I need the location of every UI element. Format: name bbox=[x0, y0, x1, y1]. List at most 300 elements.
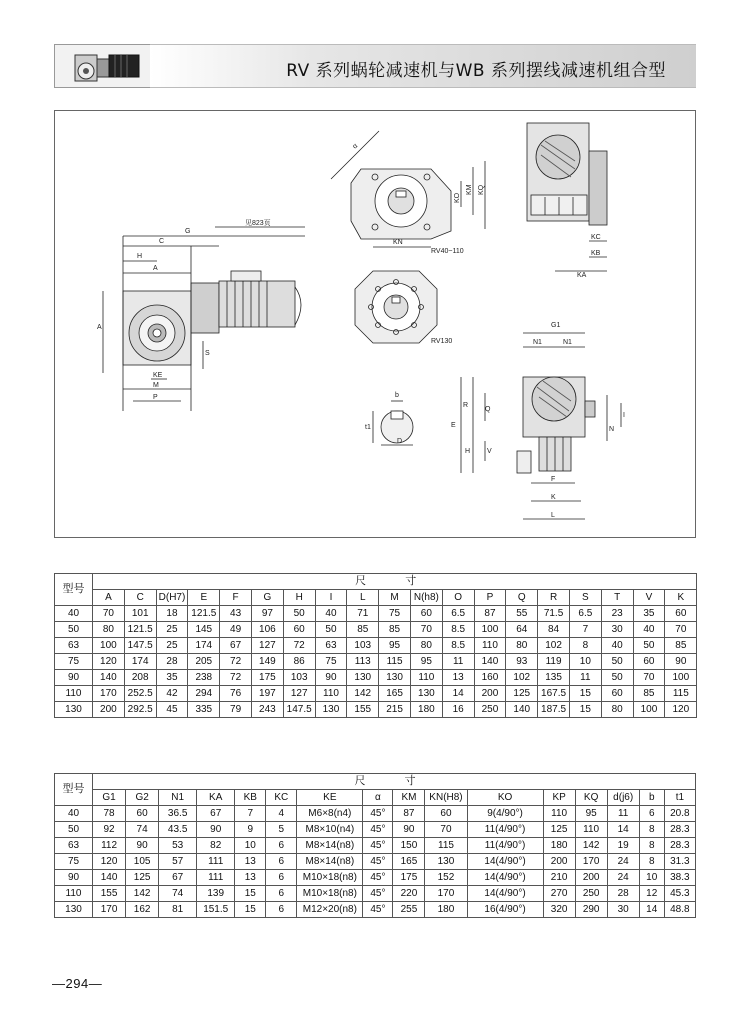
table-cell: 50 bbox=[601, 654, 633, 670]
table-cell: 60 bbox=[425, 806, 467, 822]
table-cell: 142 bbox=[575, 838, 607, 854]
table-cell: 35 bbox=[156, 670, 188, 686]
table-row bbox=[55, 870, 696, 886]
table-cell: 13 bbox=[235, 854, 266, 870]
table-cell: 14 bbox=[639, 902, 664, 918]
table-cell: 11 bbox=[607, 806, 639, 822]
table-cell: 111 bbox=[197, 870, 235, 886]
table-cell: 20.8 bbox=[664, 806, 695, 822]
table-cell: 12 bbox=[639, 886, 664, 902]
table1-header-cell: N(h8) bbox=[410, 590, 442, 606]
table-cell: 112 bbox=[93, 838, 126, 854]
table-cell: 40 bbox=[315, 606, 347, 622]
table-row bbox=[55, 638, 697, 654]
table-cell: 7 bbox=[235, 806, 266, 822]
table-cell: 250 bbox=[474, 702, 506, 718]
table2-header-cell: KE bbox=[297, 790, 363, 806]
table-cell: 14(4/90°) bbox=[467, 870, 543, 886]
table-cell: 85 bbox=[347, 622, 379, 638]
table-cell: 48.8 bbox=[664, 902, 695, 918]
table-cell: 10 bbox=[235, 838, 266, 854]
page-header bbox=[54, 44, 696, 88]
model-cell: 50 bbox=[55, 622, 93, 638]
label-r: R bbox=[463, 402, 469, 409]
model-cell: 63 bbox=[55, 638, 93, 654]
table1-header-cell: E bbox=[188, 590, 220, 606]
table-cell: 238 bbox=[188, 670, 220, 686]
table-cell: 19 bbox=[607, 838, 639, 854]
table-row bbox=[55, 806, 696, 822]
model-cell: 130 bbox=[55, 702, 93, 718]
table-cell: 165 bbox=[379, 686, 411, 702]
table-cell: 43 bbox=[220, 606, 252, 622]
table-cell: 155 bbox=[347, 702, 379, 718]
table-cell: M8×14(n8) bbox=[297, 838, 363, 854]
table-cell: 243 bbox=[251, 702, 283, 718]
table-cell: 5 bbox=[266, 822, 297, 838]
table-cell: 147.5 bbox=[124, 638, 156, 654]
table1-span-head: 尺 寸 bbox=[93, 574, 697, 590]
table-cell: 23 bbox=[601, 606, 633, 622]
table-row bbox=[55, 622, 697, 638]
table2-header-cell: KQ bbox=[575, 790, 607, 806]
table2-header-cell: b bbox=[639, 790, 664, 806]
table-cell: 170 bbox=[93, 902, 126, 918]
table-cell: 10 bbox=[569, 654, 601, 670]
table-cell: 25 bbox=[156, 638, 188, 654]
table-cell: 10 bbox=[639, 870, 664, 886]
table-cell: 121.5 bbox=[124, 622, 156, 638]
table-cell: 292.5 bbox=[124, 702, 156, 718]
table-cell: 63 bbox=[315, 638, 347, 654]
table-cell: 187.5 bbox=[538, 702, 570, 718]
table-row bbox=[55, 886, 696, 902]
table-cell: 40 bbox=[633, 622, 665, 638]
table-cell: 13 bbox=[442, 670, 474, 686]
table-cell: 6 bbox=[639, 806, 664, 822]
table-cell: 170 bbox=[575, 854, 607, 870]
table1-body bbox=[55, 606, 697, 718]
table1-header-cell: A bbox=[93, 590, 125, 606]
table-cell: 74 bbox=[126, 822, 159, 838]
table1-header-cell: D(H7) bbox=[156, 590, 188, 606]
table-cell: 42 bbox=[156, 686, 188, 702]
table-cell: 210 bbox=[543, 870, 575, 886]
table-cell: 8 bbox=[569, 638, 601, 654]
table-cell: 130 bbox=[410, 686, 442, 702]
dimension-table-1 bbox=[54, 573, 697, 718]
table-cell: 53 bbox=[159, 838, 197, 854]
table2-header-row bbox=[55, 790, 696, 806]
table-cell: 8 bbox=[639, 838, 664, 854]
table-cell: 67 bbox=[159, 870, 197, 886]
table-cell: 70 bbox=[425, 822, 467, 838]
table1-header-cell: S bbox=[569, 590, 601, 606]
label-h: H bbox=[137, 253, 143, 260]
table-cell: 200 bbox=[474, 686, 506, 702]
table-cell: 200 bbox=[93, 702, 125, 718]
table-cell: 130 bbox=[425, 854, 467, 870]
table-cell: 40 bbox=[601, 638, 633, 654]
table2-span-head: 尺 寸 bbox=[93, 774, 696, 790]
table-cell: 25 bbox=[156, 622, 188, 638]
table1-header-cell: F bbox=[220, 590, 252, 606]
table1-corner: 型号 bbox=[55, 574, 93, 606]
table-cell: 110 bbox=[543, 806, 575, 822]
label-n1-right: N1 bbox=[563, 339, 572, 346]
table-cell: 24 bbox=[607, 870, 639, 886]
label-h2: H bbox=[465, 448, 471, 455]
model-cell: 50 bbox=[55, 822, 93, 838]
table-cell: 11 bbox=[442, 654, 474, 670]
table-cell: 140 bbox=[93, 670, 125, 686]
table-cell: 167.5 bbox=[538, 686, 570, 702]
table-cell: 115 bbox=[379, 654, 411, 670]
table1-header-cell: L bbox=[347, 590, 379, 606]
dimension-table-2 bbox=[54, 773, 696, 918]
table-cell: 110 bbox=[575, 822, 607, 838]
table-cell: 45° bbox=[363, 902, 393, 918]
model-cell: 40 bbox=[55, 806, 93, 822]
table-cell: 150 bbox=[393, 838, 425, 854]
label-ko: KO bbox=[454, 192, 461, 203]
table-cell: 142 bbox=[126, 886, 159, 902]
table-cell: 28 bbox=[156, 654, 188, 670]
assembly-side-view bbox=[103, 227, 305, 411]
table-cell: 294 bbox=[188, 686, 220, 702]
flange-side-view bbox=[527, 123, 607, 271]
table-row bbox=[55, 822, 696, 838]
label-kq: KQ bbox=[478, 184, 485, 195]
table-cell: 151.5 bbox=[197, 902, 235, 918]
table-cell: 8 bbox=[639, 822, 664, 838]
table-cell: M10×18(n8) bbox=[297, 886, 363, 902]
table-cell: 147.5 bbox=[283, 702, 315, 718]
table-cell: 110 bbox=[315, 686, 347, 702]
table-cell: 15 bbox=[569, 702, 601, 718]
model-cell: 90 bbox=[55, 670, 93, 686]
table-cell: 8.5 bbox=[442, 638, 474, 654]
table-cell: 75 bbox=[315, 654, 347, 670]
table-cell: 82 bbox=[197, 838, 235, 854]
table-cell: 49 bbox=[220, 622, 252, 638]
table1-header-cell: P bbox=[474, 590, 506, 606]
table-cell: 30 bbox=[601, 622, 633, 638]
technical-drawing bbox=[54, 110, 696, 538]
table-cell: 155 bbox=[93, 886, 126, 902]
table-cell: 200 bbox=[575, 870, 607, 886]
table-cell: 14 bbox=[607, 822, 639, 838]
table-cell: 45° bbox=[363, 806, 393, 822]
table-cell: 85 bbox=[665, 638, 697, 654]
table1-header-cell: V bbox=[633, 590, 665, 606]
table-cell: 145 bbox=[188, 622, 220, 638]
table-cell: 149 bbox=[251, 654, 283, 670]
label-q: Q bbox=[485, 406, 491, 413]
table1-header-cell: H bbox=[283, 590, 315, 606]
table-cell: 200 bbox=[543, 854, 575, 870]
table-cell: 106 bbox=[251, 622, 283, 638]
table-cell: 127 bbox=[283, 686, 315, 702]
table-cell: 197 bbox=[251, 686, 283, 702]
table-cell: M8×10(n4) bbox=[297, 822, 363, 838]
label-d: D bbox=[397, 438, 403, 445]
table-cell: M10×18(n8) bbox=[297, 870, 363, 886]
table-cell: 38.3 bbox=[664, 870, 695, 886]
table-cell: 97 bbox=[251, 606, 283, 622]
table-cell: 15 bbox=[235, 886, 266, 902]
table-cell: 45° bbox=[363, 886, 393, 902]
model-cell: 110 bbox=[55, 886, 93, 902]
table-cell: 111 bbox=[197, 854, 235, 870]
table-cell: 110 bbox=[474, 638, 506, 654]
table-cell: 30 bbox=[607, 902, 639, 918]
table1-header-cell: R bbox=[538, 590, 570, 606]
keyway-detail bbox=[373, 401, 413, 445]
table-cell: 43.5 bbox=[159, 822, 197, 838]
table-cell: 57 bbox=[159, 854, 197, 870]
table-cell: 140 bbox=[93, 870, 126, 886]
table-cell: 8.5 bbox=[442, 622, 474, 638]
table-cell: 85 bbox=[379, 622, 411, 638]
table2-header-cell: G2 bbox=[126, 790, 159, 806]
table-cell: 125 bbox=[126, 870, 159, 886]
table-cell: 15 bbox=[235, 902, 266, 918]
table-row bbox=[55, 670, 697, 686]
model-cell: 90 bbox=[55, 870, 93, 886]
table-cell: 93 bbox=[506, 654, 538, 670]
table-cell: 100 bbox=[474, 622, 506, 638]
model-cell: 40 bbox=[55, 606, 93, 622]
table-cell: 67 bbox=[220, 638, 252, 654]
table-cell: 162 bbox=[126, 902, 159, 918]
table1-header-cell: T bbox=[601, 590, 633, 606]
label-a-side: A bbox=[97, 324, 102, 331]
table-cell: 50 bbox=[633, 638, 665, 654]
table-cell: 14(4/90°) bbox=[467, 886, 543, 902]
table2-header-cell: KP bbox=[543, 790, 575, 806]
table-cell: 100 bbox=[93, 638, 125, 654]
table-cell: 35 bbox=[633, 606, 665, 622]
table-cell: 119 bbox=[538, 654, 570, 670]
table-cell: 45° bbox=[363, 838, 393, 854]
table-cell: 125 bbox=[506, 686, 538, 702]
table-cell: 208 bbox=[124, 670, 156, 686]
table-cell: 28.3 bbox=[664, 822, 695, 838]
table2-corner: 型号 bbox=[55, 774, 93, 806]
table1-header-cell: O bbox=[442, 590, 474, 606]
table1-header-row bbox=[55, 590, 697, 606]
table-cell: 70 bbox=[665, 622, 697, 638]
table-cell: 24 bbox=[607, 854, 639, 870]
table-cell: 125 bbox=[543, 822, 575, 838]
table-cell: 121.5 bbox=[188, 606, 220, 622]
table-cell: 142 bbox=[347, 686, 379, 702]
table-cell: 7 bbox=[569, 622, 601, 638]
table-cell: 16(4/90°) bbox=[467, 902, 543, 918]
label-g: G bbox=[185, 228, 191, 235]
table-cell: 60 bbox=[126, 806, 159, 822]
label-k: K bbox=[551, 494, 556, 501]
table-cell: 100 bbox=[633, 702, 665, 718]
table2-header-cell: KO bbox=[467, 790, 543, 806]
table-cell: 86 bbox=[283, 654, 315, 670]
table-cell: 14 bbox=[442, 686, 474, 702]
label-ka: KA bbox=[577, 272, 587, 279]
table-cell: 90 bbox=[126, 838, 159, 854]
label-p: P bbox=[153, 394, 158, 401]
table-cell: 115 bbox=[665, 686, 697, 702]
table-cell: 74 bbox=[159, 886, 197, 902]
header-title-bar bbox=[150, 44, 696, 88]
table-cell: 9(4/90°) bbox=[467, 806, 543, 822]
table-cell: 130 bbox=[379, 670, 411, 686]
table-cell: 67 bbox=[197, 806, 235, 822]
table-cell: 103 bbox=[347, 638, 379, 654]
table-cell: 50 bbox=[283, 606, 315, 622]
table-row bbox=[55, 606, 697, 622]
label-l: L bbox=[551, 512, 555, 519]
table-cell: 72 bbox=[220, 670, 252, 686]
label-i: I bbox=[623, 412, 625, 419]
table-cell: 80 bbox=[410, 638, 442, 654]
table-cell: 28.3 bbox=[664, 838, 695, 854]
label-s: S bbox=[205, 350, 210, 357]
table1-header-cell: C bbox=[124, 590, 156, 606]
table-cell: 110 bbox=[410, 670, 442, 686]
table1-header-cell: M bbox=[379, 590, 411, 606]
table-cell: 95 bbox=[575, 806, 607, 822]
table-cell: 6.5 bbox=[442, 606, 474, 622]
label-alpha: α bbox=[351, 142, 360, 151]
table-cell: 120 bbox=[93, 654, 125, 670]
table-cell: 60 bbox=[410, 606, 442, 622]
table-cell: 127 bbox=[251, 638, 283, 654]
table-cell: 78 bbox=[93, 806, 126, 822]
table-cell: 6 bbox=[266, 838, 297, 854]
label-b: b bbox=[395, 392, 399, 399]
table2-header-cell: KC bbox=[266, 790, 297, 806]
table-cell: 100 bbox=[665, 670, 697, 686]
table-cell: 101 bbox=[124, 606, 156, 622]
table2-body bbox=[55, 806, 696, 918]
table-cell: 60 bbox=[665, 606, 697, 622]
table-cell: 45° bbox=[363, 854, 393, 870]
table-cell: 8 bbox=[639, 854, 664, 870]
table-cell: 70 bbox=[93, 606, 125, 622]
table-cell: 90 bbox=[315, 670, 347, 686]
table-row bbox=[55, 854, 696, 870]
table-cell: 90 bbox=[197, 822, 235, 838]
model-cell: 75 bbox=[55, 854, 93, 870]
model-cell: 110 bbox=[55, 686, 93, 702]
table-cell: 71 bbox=[347, 606, 379, 622]
table-cell: 140 bbox=[474, 654, 506, 670]
table-cell: M6×8(n4) bbox=[297, 806, 363, 822]
label-ke: KE bbox=[153, 372, 163, 379]
table-cell: 115 bbox=[425, 838, 467, 854]
gearbox-front-view bbox=[461, 333, 621, 519]
table-row bbox=[55, 838, 696, 854]
table-cell: 16 bbox=[442, 702, 474, 718]
table-cell: 36.5 bbox=[159, 806, 197, 822]
table-cell: 50 bbox=[601, 670, 633, 686]
label-rv40-110: RV40~110 bbox=[431, 248, 464, 255]
label-f: F bbox=[551, 476, 556, 483]
table1-header-cell: Q bbox=[506, 590, 538, 606]
table-cell: 103 bbox=[283, 670, 315, 686]
table-cell: 160 bbox=[474, 670, 506, 686]
table-cell: 120 bbox=[93, 854, 126, 870]
model-cell: 63 bbox=[55, 838, 93, 854]
table-cell: 11 bbox=[569, 670, 601, 686]
table-cell: 60 bbox=[601, 686, 633, 702]
table-cell: 80 bbox=[93, 622, 125, 638]
table1-header-cell: K bbox=[665, 590, 697, 606]
label-e: E bbox=[451, 422, 456, 429]
table-cell: 6 bbox=[266, 902, 297, 918]
label-v: V bbox=[487, 448, 492, 455]
table-cell: 11(4/90°) bbox=[467, 822, 543, 838]
table-row bbox=[55, 702, 697, 718]
label-rv130: RV130 bbox=[431, 338, 453, 345]
table-cell: 31.3 bbox=[664, 854, 695, 870]
label-kb: KB bbox=[591, 250, 601, 257]
table2-header-cell: N1 bbox=[159, 790, 197, 806]
table-cell: 79 bbox=[220, 702, 252, 718]
page-title: RV 系列蜗轮减速机与WB 系列摆线减速机组合型 bbox=[286, 61, 666, 81]
table-row bbox=[55, 902, 696, 918]
table-cell: 45° bbox=[363, 870, 393, 886]
table-cell: 6 bbox=[266, 854, 297, 870]
table-cell: 6 bbox=[266, 886, 297, 902]
table-cell: 174 bbox=[188, 638, 220, 654]
model-cell: 75 bbox=[55, 654, 93, 670]
table-cell: 252.5 bbox=[124, 686, 156, 702]
label-kc: KC bbox=[591, 234, 601, 241]
table-cell: 255 bbox=[393, 902, 425, 918]
table-cell: 205 bbox=[188, 654, 220, 670]
label-km: KM bbox=[466, 184, 473, 195]
table-cell: 81 bbox=[159, 902, 197, 918]
table-cell: 60 bbox=[283, 622, 315, 638]
table-cell: 76 bbox=[220, 686, 252, 702]
table-cell: 90 bbox=[665, 654, 697, 670]
table-cell: 135 bbox=[538, 670, 570, 686]
table-cell: 250 bbox=[575, 886, 607, 902]
table-cell: 174 bbox=[124, 654, 156, 670]
table-cell: 165 bbox=[393, 854, 425, 870]
table2-header-cell: KA bbox=[197, 790, 235, 806]
table2-header-cell: G1 bbox=[93, 790, 126, 806]
table-cell: 50 bbox=[315, 622, 347, 638]
model-cell: 130 bbox=[55, 902, 93, 918]
table-cell: 130 bbox=[315, 702, 347, 718]
table-cell: 9 bbox=[235, 822, 266, 838]
table-cell: 11(4/90°) bbox=[467, 838, 543, 854]
table-cell: 95 bbox=[379, 638, 411, 654]
label-t1: t1 bbox=[365, 424, 371, 431]
label-see-page: 见823页 bbox=[245, 220, 271, 227]
table-cell: 80 bbox=[506, 638, 538, 654]
table-cell: 180 bbox=[410, 702, 442, 718]
table-cell: 215 bbox=[379, 702, 411, 718]
table-cell: 13 bbox=[235, 870, 266, 886]
table-cell: 152 bbox=[425, 870, 467, 886]
table-cell: 18 bbox=[156, 606, 188, 622]
table-cell: 70 bbox=[633, 670, 665, 686]
table-cell: 95 bbox=[410, 654, 442, 670]
